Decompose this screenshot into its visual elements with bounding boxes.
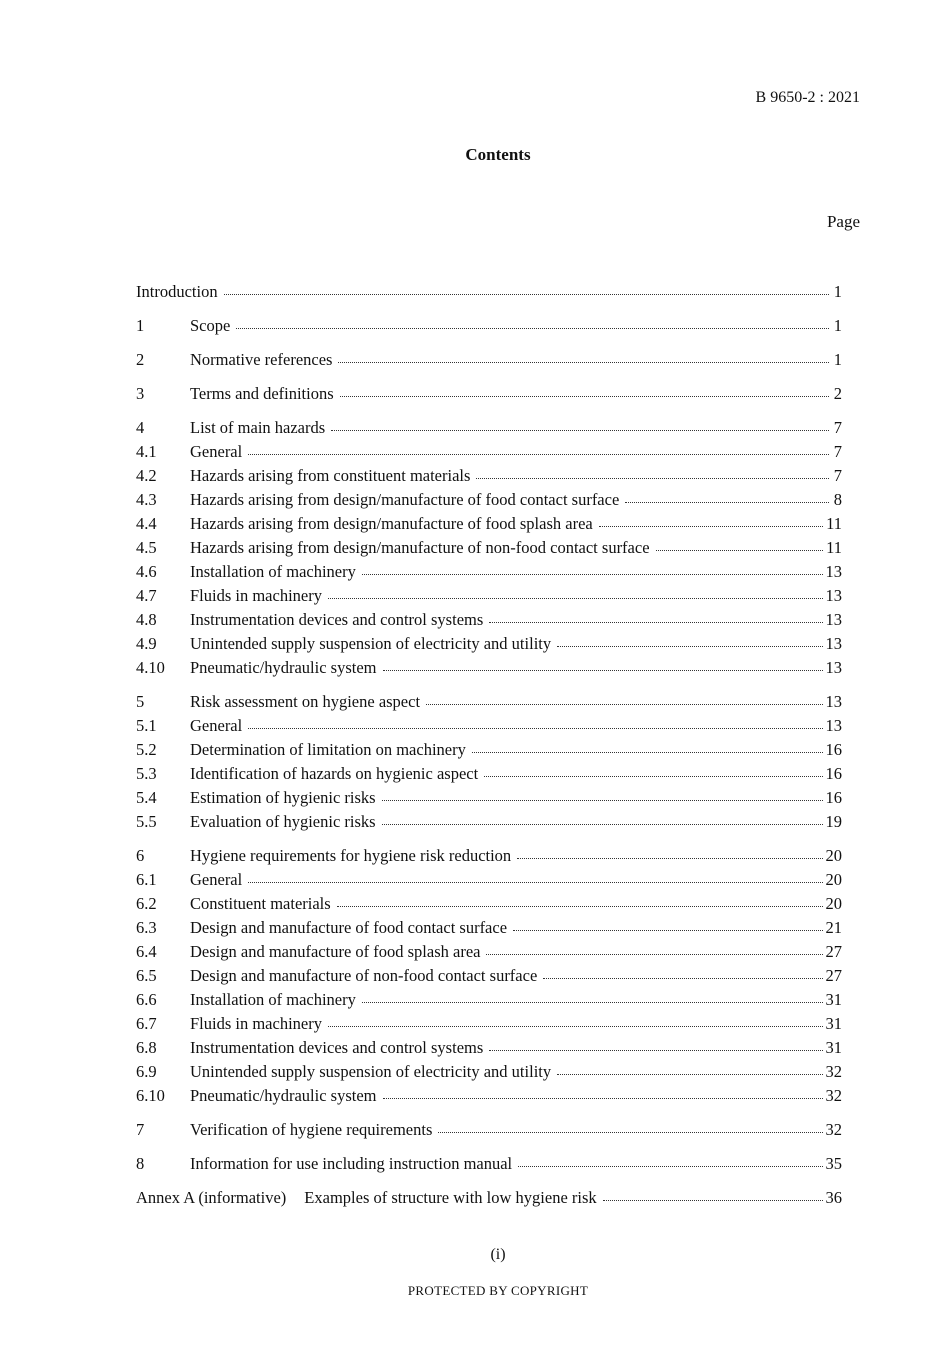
toc-entry-title: Determination of limitation on machinery bbox=[190, 740, 466, 759]
toc-entry-title: Hazards arising from design/manufacture of non-food contact surface bbox=[190, 538, 650, 557]
dot-leader bbox=[486, 954, 822, 955]
toc-entry-title: General bbox=[190, 716, 243, 735]
dot-leader bbox=[426, 704, 822, 705]
toc-entry-title: Identification of hazards on hygienic aspect bbox=[190, 764, 479, 783]
toc-entry-page: 1 bbox=[833, 350, 842, 369]
toc-entry-title: Risk assessment on hygiene aspect bbox=[190, 692, 421, 711]
page-column-header: Page bbox=[826, 212, 860, 231]
document-id: B 9650-2 : 2021 bbox=[755, 89, 860, 106]
toc-entry-number: 6 bbox=[136, 846, 145, 865]
dot-leader bbox=[248, 454, 829, 455]
toc-entry-number: 7 bbox=[136, 1120, 145, 1139]
toc-entry[interactable] bbox=[136, 656, 842, 680]
copyright-notice: PROTECTED BY COPYRIGHT bbox=[407, 1283, 589, 1298]
toc-entry-number: 6.10 bbox=[136, 1086, 165, 1105]
toc-entry-page: 31 bbox=[825, 990, 842, 1009]
toc-entry-title: General bbox=[190, 870, 243, 889]
dot-leader bbox=[489, 1050, 822, 1051]
dot-leader bbox=[248, 728, 822, 729]
toc-entry-number: 8 bbox=[136, 1154, 145, 1173]
toc-entry[interactable] bbox=[136, 690, 842, 714]
toc-entry-number: 6.1 bbox=[136, 870, 157, 889]
toc-entry-number: 6.4 bbox=[136, 942, 157, 961]
toc-entry-title: Constituent materials bbox=[190, 894, 331, 913]
toc-entry-number: 4.7 bbox=[136, 586, 157, 605]
dot-leader bbox=[557, 646, 822, 647]
toc-entry-page: 16 bbox=[825, 740, 842, 759]
toc-entry[interactable] bbox=[136, 348, 842, 372]
toc-entry[interactable] bbox=[136, 1118, 842, 1142]
toc-entry-title: Information for use including instruction manual bbox=[190, 1154, 513, 1173]
toc-entry-page: 19 bbox=[825, 812, 842, 831]
dot-leader bbox=[518, 1166, 822, 1167]
page-title: Contents bbox=[465, 145, 531, 164]
dot-leader bbox=[484, 776, 822, 777]
toc-entry-title: Verification of hygiene requirements bbox=[190, 1120, 433, 1139]
toc-entry-title: Design and manufacture of non-food contact surface bbox=[190, 966, 538, 985]
toc-entry-number: 2 bbox=[136, 350, 145, 369]
dot-leader bbox=[382, 800, 823, 801]
toc-entry-page: 1 bbox=[833, 282, 842, 301]
toc-entry-number: 4.2 bbox=[136, 466, 157, 485]
toc-entry-title: Hazards arising from design/manufacture of food splash area bbox=[190, 514, 593, 533]
toc-entry-page: 8 bbox=[833, 490, 842, 509]
toc-entry-page: 11 bbox=[826, 514, 842, 533]
dot-leader bbox=[328, 598, 823, 599]
toc-entry-number: 4.9 bbox=[136, 634, 157, 653]
dot-leader bbox=[331, 430, 829, 431]
toc-entry[interactable] bbox=[136, 280, 842, 304]
toc-entry-title: Estimation of hygienic risks bbox=[190, 788, 376, 807]
toc-entry-title: Instrumentation devices and control systems bbox=[190, 610, 484, 629]
toc-entry-title: Instrumentation devices and control systems bbox=[190, 1038, 484, 1057]
toc-entry-page: 27 bbox=[825, 966, 842, 985]
toc-entry-number: 4.10 bbox=[136, 658, 165, 677]
toc-entry[interactable] bbox=[136, 584, 842, 608]
table-of-contents bbox=[136, 280, 842, 1210]
toc-entry-number: 6.8 bbox=[136, 1038, 157, 1057]
toc-entry-number: 5.4 bbox=[136, 788, 157, 807]
toc-entry-title: Fluids in machinery bbox=[190, 586, 322, 605]
toc-entry[interactable] bbox=[136, 940, 842, 964]
toc-entry-title: Installation of machinery bbox=[190, 562, 356, 581]
toc-entry[interactable] bbox=[136, 314, 842, 338]
toc-entry-page: 16 bbox=[825, 788, 842, 807]
toc-entry-title: Pneumatic/hydraulic system bbox=[190, 658, 377, 677]
toc-entry[interactable] bbox=[136, 892, 842, 916]
toc-entry-page: 2 bbox=[833, 384, 842, 403]
toc-entry-number: 6.2 bbox=[136, 894, 157, 913]
toc-entry[interactable] bbox=[136, 1012, 842, 1036]
dot-leader bbox=[338, 362, 829, 363]
toc-entry-page: 11 bbox=[826, 538, 842, 557]
toc-annex-entry[interactable] bbox=[136, 1186, 842, 1210]
annex-designation: Annex A (informative) bbox=[136, 1188, 287, 1207]
dot-leader bbox=[489, 622, 822, 623]
dot-leader bbox=[337, 906, 823, 907]
toc-entry-page: 13 bbox=[825, 658, 842, 677]
toc-entry-page: 13 bbox=[825, 634, 842, 653]
toc-entry-number: 4.3 bbox=[136, 490, 157, 509]
toc-entry-page: 31 bbox=[825, 1014, 842, 1033]
toc-entry[interactable] bbox=[136, 608, 842, 632]
dot-leader bbox=[383, 1098, 823, 1099]
toc-entry-number: 6.3 bbox=[136, 918, 157, 937]
toc-entry-number: 6.7 bbox=[136, 1014, 157, 1033]
toc-entry-page: 13 bbox=[825, 586, 842, 605]
toc-entry-title: Fluids in machinery bbox=[190, 1014, 322, 1033]
dot-leader bbox=[382, 824, 823, 825]
toc-entry-page: 13 bbox=[825, 716, 842, 735]
toc-entry[interactable] bbox=[136, 1084, 842, 1108]
dot-leader bbox=[472, 752, 823, 753]
toc-entry-title: Unintended supply suspension of electricity and utility bbox=[190, 1062, 552, 1081]
toc-entry-number: 4 bbox=[136, 418, 145, 437]
dot-leader bbox=[362, 1002, 823, 1003]
toc-entry-number: 4.1 bbox=[136, 442, 157, 461]
dot-leader bbox=[603, 1200, 823, 1201]
toc-entry[interactable] bbox=[136, 738, 842, 762]
dot-leader bbox=[625, 502, 829, 503]
toc-entry-number: 5 bbox=[136, 692, 145, 711]
toc-entry-number: 6.9 bbox=[136, 1062, 157, 1081]
toc-entry[interactable] bbox=[136, 632, 842, 656]
toc-entry[interactable] bbox=[136, 964, 842, 988]
toc-entry-number: 6.6 bbox=[136, 990, 157, 1009]
toc-entry-page: 32 bbox=[825, 1062, 842, 1081]
toc-entry-title: Design and manufacture of food contact surface bbox=[190, 918, 508, 937]
toc-entry-number: 4.8 bbox=[136, 610, 157, 629]
dot-leader bbox=[383, 670, 823, 671]
toc-entry-title: Unintended supply suspension of electricity and utility bbox=[190, 634, 552, 653]
toc-entry-number: 5.1 bbox=[136, 716, 157, 735]
toc-entry-page: 32 bbox=[825, 1120, 842, 1139]
toc-entry-title: Introduction bbox=[136, 282, 218, 301]
toc-entry[interactable] bbox=[136, 714, 842, 738]
toc-entry-page: 1 bbox=[833, 316, 842, 335]
toc-entry-title: General bbox=[190, 442, 243, 461]
toc-entry[interactable] bbox=[136, 988, 842, 1012]
toc-entry-number: 4.6 bbox=[136, 562, 157, 581]
dot-leader bbox=[248, 882, 822, 883]
toc-entry[interactable] bbox=[136, 464, 842, 488]
toc-entry-title: Scope bbox=[190, 316, 231, 335]
dot-leader bbox=[557, 1074, 822, 1075]
toc-entry-page: 7 bbox=[833, 466, 842, 485]
toc-entry-page: 7 bbox=[833, 418, 842, 437]
toc-entry[interactable] bbox=[136, 1060, 842, 1084]
dot-leader bbox=[236, 328, 829, 329]
toc-entry-title: Hazards arising from design/manufacture of food contact surface bbox=[190, 490, 620, 509]
toc-entry-title: Terms and definitions bbox=[190, 384, 334, 403]
toc-entry-title: Evaluation of hygienic risks bbox=[190, 812, 376, 831]
toc-entry-title: Installation of machinery bbox=[190, 990, 356, 1009]
dot-leader bbox=[328, 1026, 823, 1027]
toc-entry-title: Pneumatic/hydraulic system bbox=[190, 1086, 377, 1105]
toc-entry-number: 5.5 bbox=[136, 812, 157, 831]
dot-leader bbox=[543, 978, 822, 979]
dot-leader bbox=[362, 574, 823, 575]
toc-entry-page: 21 bbox=[825, 918, 842, 937]
toc-entry-page: 27 bbox=[825, 942, 842, 961]
toc-entry-page: 13 bbox=[825, 610, 842, 629]
toc-entry[interactable] bbox=[136, 916, 842, 940]
dot-leader bbox=[513, 930, 822, 931]
toc-entry-page: 13 bbox=[825, 692, 842, 711]
toc-entry[interactable] bbox=[136, 1036, 842, 1060]
toc-entry-page: 16 bbox=[825, 764, 842, 783]
toc-entry[interactable] bbox=[136, 1152, 842, 1176]
toc-entry[interactable] bbox=[136, 416, 842, 440]
toc-entry-title: Hygiene requirements for hygiene risk reduction bbox=[190, 846, 512, 865]
toc-entry-page: 20 bbox=[825, 870, 842, 889]
toc-entry[interactable] bbox=[136, 844, 842, 868]
toc-entry-number: 5.2 bbox=[136, 740, 157, 759]
toc-entry[interactable] bbox=[136, 488, 842, 512]
toc-entry-number: 6.5 bbox=[136, 966, 157, 985]
toc-entry-number: 4.4 bbox=[136, 514, 157, 533]
toc-entry[interactable] bbox=[136, 560, 842, 584]
toc-entry-page: 7 bbox=[833, 442, 842, 461]
toc-entry-page: 20 bbox=[825, 846, 842, 865]
toc-entry-number: 4.5 bbox=[136, 538, 157, 557]
toc-entry[interactable] bbox=[136, 382, 842, 406]
toc-entry-page: 20 bbox=[825, 894, 842, 913]
dot-leader bbox=[517, 858, 822, 859]
dot-leader bbox=[224, 294, 829, 295]
dot-leader bbox=[340, 396, 829, 397]
toc-entry[interactable] bbox=[136, 810, 842, 834]
toc-entry-number: 1 bbox=[136, 316, 145, 335]
toc-entry-title: Hazards arising from constituent materials bbox=[190, 466, 471, 485]
toc-entry-number: 3 bbox=[136, 384, 145, 403]
toc-entry-title: Normative references bbox=[190, 350, 333, 369]
toc-entry-page: 35 bbox=[825, 1154, 842, 1173]
toc-entry[interactable] bbox=[136, 868, 842, 892]
dot-leader bbox=[438, 1132, 822, 1133]
toc-entry[interactable] bbox=[136, 786, 842, 810]
toc-entry[interactable] bbox=[136, 762, 842, 786]
toc-entry-title: List of main hazards bbox=[190, 418, 326, 437]
dot-leader bbox=[656, 550, 824, 551]
toc-entry[interactable] bbox=[136, 440, 842, 464]
toc-entry[interactable] bbox=[136, 512, 842, 536]
toc-entry-number: 5.3 bbox=[136, 764, 157, 783]
footer-page-number: (i) bbox=[490, 1246, 506, 1263]
toc-entry-title: Design and manufacture of food splash area bbox=[190, 942, 481, 961]
toc-entry-page: 32 bbox=[825, 1086, 842, 1105]
annex-page: 36 bbox=[825, 1188, 842, 1207]
dot-leader bbox=[476, 478, 829, 479]
annex-title: Examples of structure with low hygiene risk bbox=[304, 1188, 597, 1207]
toc-entry-page: 31 bbox=[825, 1038, 842, 1057]
toc-entry-page: 13 bbox=[825, 562, 842, 581]
toc-entry[interactable] bbox=[136, 536, 842, 560]
dot-leader bbox=[599, 526, 823, 527]
